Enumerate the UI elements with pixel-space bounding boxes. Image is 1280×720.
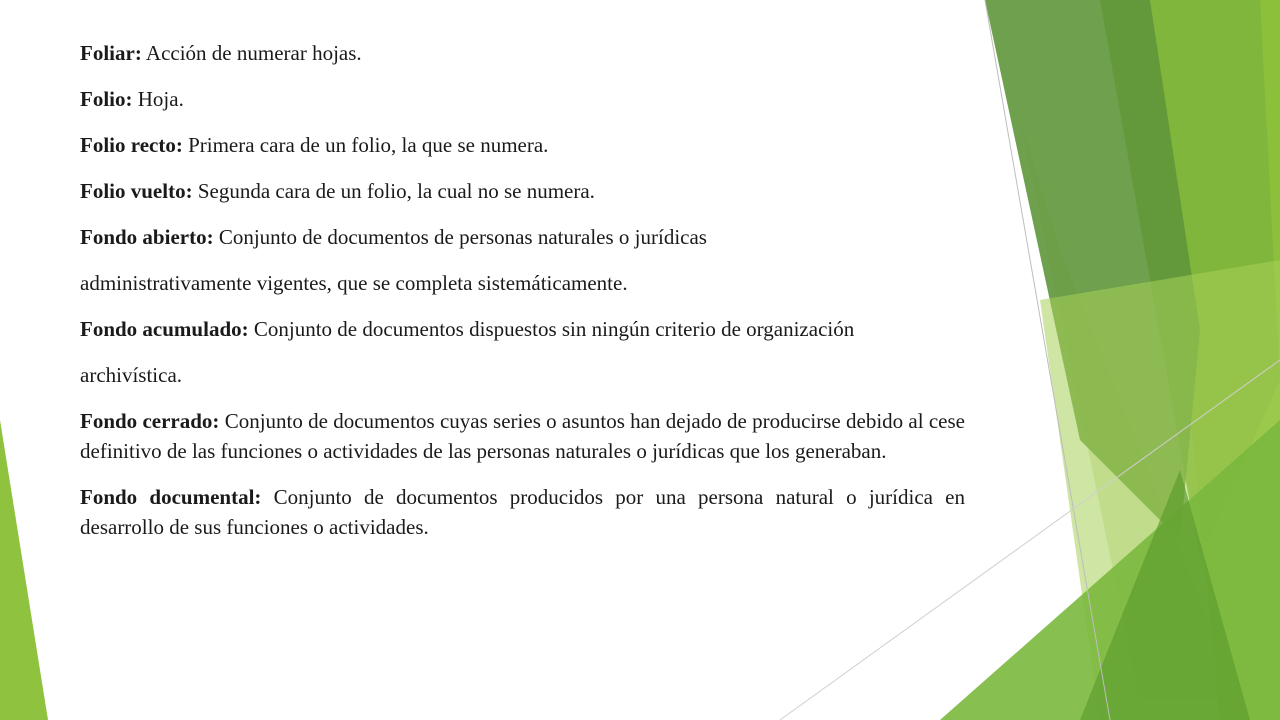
term-label: Fondo cerrado: — [80, 409, 220, 433]
term-label: Fondo acumulado: — [80, 317, 249, 341]
entry-fondo-documental — [80, 482, 965, 542]
entry-fondo-acumulado — [80, 314, 965, 344]
left-green-sliver — [0, 420, 48, 720]
definition-text: Hoja. — [132, 87, 184, 111]
entry-fondo-acumulado-continuation — [80, 360, 965, 390]
term-label: Folio: — [80, 87, 133, 111]
definition-text: Primera cara de un folio, la que se numera. — [182, 133, 549, 157]
definition-text: Conjunto de documentos producidos por una persona natural o jurídica en desarrollo de sus funciones o actividades. — [80, 485, 965, 539]
entry-folio-vuelto — [80, 176, 965, 206]
term-label: Folio recto: — [80, 133, 183, 157]
definition-text: archivística. — [80, 363, 183, 387]
definition-text: Conjunto de documentos cuyas series o asuntos han dejado de producirse debido al cese definitivo de las funciones o actividades de las personas naturales o jurídicas que los generaban. — [80, 409, 965, 463]
definition-text: Acción de numerar hojas. — [141, 41, 362, 65]
term-label: Foliar: — [80, 41, 142, 65]
entry-fondo-abierto — [80, 222, 965, 252]
entry-fondo-abierto-continuation — [80, 268, 965, 298]
entry-foliar — [80, 38, 965, 68]
term-label: Folio vuelto: — [80, 179, 193, 203]
entry-folio — [80, 84, 965, 114]
term-label: Fondo documental: — [80, 485, 262, 509]
entry-fondo-cerrado — [80, 406, 965, 466]
definition-text: Conjunto de documentos de personas naturales o jurídicas — [213, 225, 707, 249]
term-label: Fondo abierto: — [80, 225, 214, 249]
definition-text: Segunda cara de un folio, la cual no se numera. — [192, 179, 595, 203]
definition-text: administrativamente vigentes, que se completa sistemáticamente. — [80, 271, 628, 295]
definition-text: Conjunto de documentos dispuestos sin ningún criterio de organización — [248, 317, 855, 341]
slide-content — [80, 38, 965, 558]
entry-folio-recto — [80, 130, 965, 160]
